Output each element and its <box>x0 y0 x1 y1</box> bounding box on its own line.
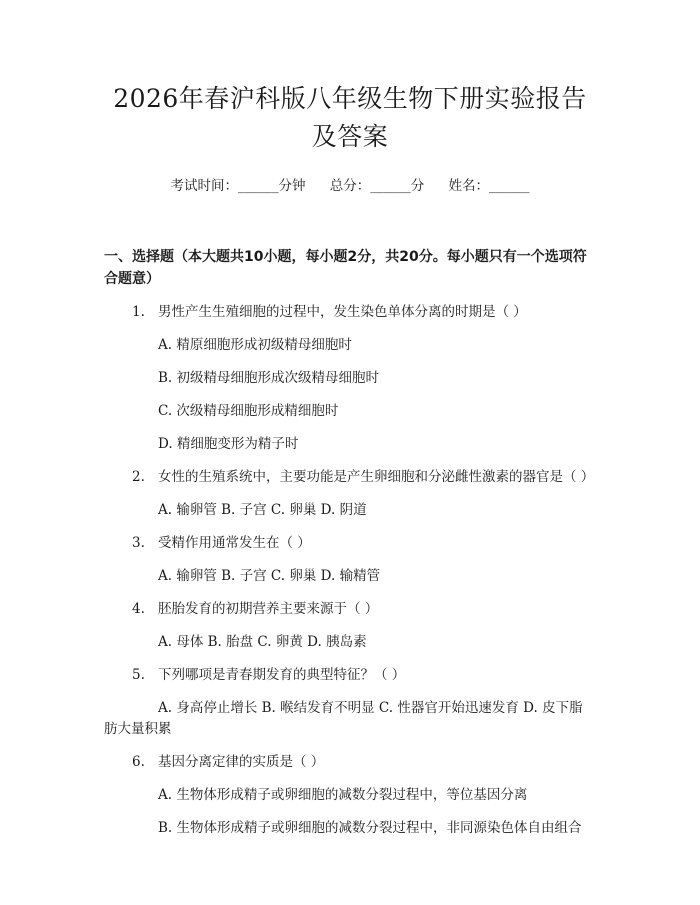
question-1 <box>104 302 596 455</box>
question-text: 胚胎发育的初期营养主要来源于（ ） <box>158 601 379 617</box>
question-text: 基因分离定律的实质是（ ） <box>158 754 325 770</box>
question-2 <box>104 467 596 521</box>
question-5 <box>104 665 596 740</box>
option-a: A. 精原细胞形成初级精母细胞时 <box>158 337 352 353</box>
question-stem <box>104 599 596 620</box>
question-stem <box>104 665 596 686</box>
question-stem <box>104 752 596 773</box>
question-text: 受精作用通常发生在（ ） <box>158 535 311 551</box>
section-heading: 一、选择题（本大题共10小题，每小题2分，共20分。每小题只有一个选项符合题意） <box>104 249 587 287</box>
question-number: 4. <box>132 601 145 617</box>
question-number: 5. <box>132 667 145 683</box>
question-4 <box>104 599 596 653</box>
option-d: D. 精细胞变形为精子时 <box>158 436 299 452</box>
option-c: C. 次级精母细胞形成精细胞时 <box>158 403 339 419</box>
exam-info-line <box>104 174 596 194</box>
question-stem <box>104 467 596 488</box>
total-score-field: 总分：______分 <box>329 178 425 194</box>
question-number: 1. <box>132 304 145 320</box>
options-line: A. 母体 B. 胎盘 C. 卵黄 D. 胰岛素 <box>158 634 367 650</box>
question-stem <box>104 533 596 554</box>
options-line: A. 身高停止增长 B. 喉结发育不明显 C. 性器官开始迅速发育 D. 皮下脂肪大量积累 <box>104 700 583 737</box>
question-number: 6. <box>132 754 145 770</box>
exam-time-field: 考试时间：______分钟 <box>170 178 306 194</box>
document-title: 2026年春沪科版八年级生物下册实验报告及答案 <box>113 84 587 151</box>
question-number: 2. <box>132 469 145 485</box>
question-text: 女性的生殖系统中，主要功能是产生卵细胞和分泌雌性激素的器官是（ ） <box>158 469 595 485</box>
question-3 <box>104 533 596 587</box>
name-field: 姓名：______ <box>448 178 530 194</box>
option-a: A. 生物体形成精子或卵细胞的减数分裂过程中，等位基因分离 <box>158 787 528 803</box>
question-6 <box>104 752 596 839</box>
question-text: 下列哪项是青春期发育的典型特征？（ ） <box>158 667 406 683</box>
option-b: B. 生物体形成精子或卵细胞的减数分裂过程中，非同源染色体自由组合 <box>158 820 582 836</box>
option-b: B. 初级精母细胞形成次级精母细胞时 <box>158 370 380 386</box>
question-stem <box>104 302 596 323</box>
options-line: A. 输卵管 B. 子宫 C. 卵巢 D. 输精管 <box>158 568 381 584</box>
question-number: 3. <box>132 535 145 551</box>
options-line: A. 输卵管 B. 子宫 C. 卵巢 D. 阴道 <box>158 502 367 518</box>
question-text: 男性产生生殖细胞的过程中，发生染色单体分离的时期是（ ） <box>158 304 527 320</box>
